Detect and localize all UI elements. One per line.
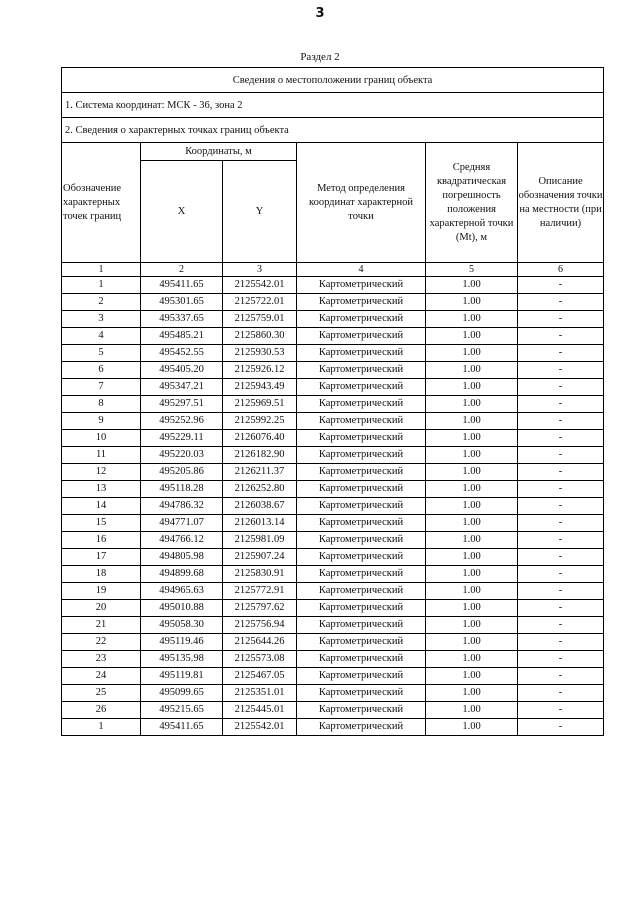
point-number: 22 <box>62 634 141 651</box>
description-cell: - <box>518 549 604 566</box>
method-cell: Картометрический <box>297 294 426 311</box>
error-cell: 1.00 <box>426 294 518 311</box>
y-coordinate: 2126076.40 <box>223 430 297 447</box>
error-cell: 1.00 <box>426 685 518 702</box>
y-coordinate: 2125542.01 <box>223 277 297 294</box>
header-coordinates: Координаты, м <box>141 143 297 161</box>
point-number: 6 <box>62 362 141 379</box>
header-method: Метод определения координат характерной точки <box>297 143 426 263</box>
table-row <box>62 396 604 413</box>
x-coordinate: 495215.65 <box>141 702 223 719</box>
method-cell: Картометрический <box>297 566 426 583</box>
description-cell: - <box>518 481 604 498</box>
y-coordinate: 2125981.09 <box>223 532 297 549</box>
table-row <box>62 719 604 736</box>
point-number: 14 <box>62 498 141 515</box>
table-row <box>62 685 604 702</box>
x-coordinate: 494965.63 <box>141 583 223 600</box>
y-coordinate: 2125722.01 <box>223 294 297 311</box>
y-coordinate: 2125930.53 <box>223 345 297 362</box>
description-cell: - <box>518 634 604 651</box>
x-coordinate: 495347.21 <box>141 379 223 396</box>
error-cell: 1.00 <box>426 379 518 396</box>
description-cell: - <box>518 532 604 549</box>
point-number: 21 <box>62 617 141 634</box>
error-cell: 1.00 <box>426 549 518 566</box>
description-cell: - <box>518 447 604 464</box>
table-row <box>62 379 604 396</box>
point-number: 16 <box>62 532 141 549</box>
description-cell: - <box>518 583 604 600</box>
description-cell: - <box>518 702 604 719</box>
description-cell: - <box>518 617 604 634</box>
y-coordinate: 2125542.01 <box>223 719 297 736</box>
error-cell: 1.00 <box>426 328 518 345</box>
x-coordinate: 495485.21 <box>141 328 223 345</box>
error-cell: 1.00 <box>426 498 518 515</box>
error-cell: 1.00 <box>426 668 518 685</box>
table-row <box>62 566 604 583</box>
column-number: 6 <box>518 263 604 277</box>
description-cell: - <box>518 515 604 532</box>
description-cell: - <box>518 328 604 345</box>
point-number: 26 <box>62 702 141 719</box>
y-coordinate: 2125860.30 <box>223 328 297 345</box>
points-heading: 2. Сведения о характерных точках границ объекта <box>62 118 604 143</box>
y-coordinate: 2126013.14 <box>223 515 297 532</box>
point-number: 19 <box>62 583 141 600</box>
point-number: 2 <box>62 294 141 311</box>
x-coordinate: 495229.11 <box>141 430 223 447</box>
point-number: 5 <box>62 345 141 362</box>
point-number: 10 <box>62 430 141 447</box>
description-cell: - <box>518 651 604 668</box>
y-coordinate: 2125445.01 <box>223 702 297 719</box>
point-number: 24 <box>62 668 141 685</box>
y-coordinate: 2125756.94 <box>223 617 297 634</box>
description-cell: - <box>518 345 604 362</box>
description-cell: - <box>518 379 604 396</box>
x-coordinate: 495119.81 <box>141 668 223 685</box>
table-row <box>62 362 604 379</box>
point-number: 17 <box>62 549 141 566</box>
description-cell: - <box>518 600 604 617</box>
x-coordinate: 494786.32 <box>141 498 223 515</box>
table-row <box>62 532 604 549</box>
point-number: 18 <box>62 566 141 583</box>
table-row <box>62 413 604 430</box>
point-number: 7 <box>62 379 141 396</box>
y-coordinate: 2125943.49 <box>223 379 297 396</box>
method-cell: Картометрический <box>297 515 426 532</box>
table-title: Сведения о местоположении границ объекта <box>62 68 604 93</box>
error-cell: 1.00 <box>426 600 518 617</box>
y-coordinate: 2125969.51 <box>223 396 297 413</box>
x-coordinate: 495205.86 <box>141 464 223 481</box>
table-row <box>62 294 604 311</box>
column-number: 4 <box>297 263 426 277</box>
x-coordinate: 495405.20 <box>141 362 223 379</box>
error-cell: 1.00 <box>426 617 518 634</box>
description-cell: - <box>518 566 604 583</box>
description-cell: - <box>518 668 604 685</box>
method-cell: Картометрический <box>297 396 426 413</box>
point-number: 8 <box>62 396 141 413</box>
method-cell: Картометрический <box>297 379 426 396</box>
error-cell: 1.00 <box>426 719 518 736</box>
method-cell: Картометрический <box>297 668 426 685</box>
point-number: 4 <box>62 328 141 345</box>
table-row <box>62 328 604 345</box>
error-cell: 1.00 <box>426 702 518 719</box>
column-number: 2 <box>141 263 223 277</box>
table-row <box>62 549 604 566</box>
description-cell: - <box>518 464 604 481</box>
method-cell: Картометрический <box>297 719 426 736</box>
header-description: Описание обозначения точки на местности (при наличии) <box>518 143 604 263</box>
header-x: X <box>141 161 223 263</box>
description-cell: - <box>518 498 604 515</box>
method-cell: Картометрический <box>297 583 426 600</box>
point-number: 1 <box>62 719 141 736</box>
error-cell: 1.00 <box>426 396 518 413</box>
table-row <box>62 617 604 634</box>
error-cell: 1.00 <box>426 447 518 464</box>
description-cell: - <box>518 294 604 311</box>
y-coordinate: 2126038.67 <box>223 498 297 515</box>
y-coordinate: 2125644.26 <box>223 634 297 651</box>
method-cell: Картометрический <box>297 549 426 566</box>
column-number: 1 <box>62 263 141 277</box>
page-number: 3 <box>315 6 325 21</box>
table-row <box>62 481 604 498</box>
header-y: Y <box>223 161 297 263</box>
error-cell: 1.00 <box>426 583 518 600</box>
point-number: 11 <box>62 447 141 464</box>
x-coordinate: 495411.65 <box>141 277 223 294</box>
error-cell: 1.00 <box>426 362 518 379</box>
table-row <box>62 702 604 719</box>
y-coordinate: 2125759.01 <box>223 311 297 328</box>
x-coordinate: 495337.65 <box>141 311 223 328</box>
point-number: 15 <box>62 515 141 532</box>
method-cell: Картометрический <box>297 685 426 702</box>
x-coordinate: 494771.07 <box>141 515 223 532</box>
x-coordinate: 495010.88 <box>141 600 223 617</box>
x-coordinate: 495119.46 <box>141 634 223 651</box>
method-cell: Картометрический <box>297 600 426 617</box>
x-coordinate: 494899.68 <box>141 566 223 583</box>
table-row <box>62 600 604 617</box>
table-row <box>62 634 604 651</box>
error-cell: 1.00 <box>426 651 518 668</box>
y-coordinate: 2125992.25 <box>223 413 297 430</box>
x-coordinate: 495118.28 <box>141 481 223 498</box>
x-coordinate: 495452.55 <box>141 345 223 362</box>
coordinate-system: 1. Система координат: МСК - 36, зона 2 <box>62 93 604 118</box>
method-cell: Картометрический <box>297 311 426 328</box>
column-number: 3 <box>223 263 297 277</box>
method-cell: Картометрический <box>297 651 426 668</box>
point-number: 1 <box>62 277 141 294</box>
table-row <box>62 651 604 668</box>
y-coordinate: 2125573.08 <box>223 651 297 668</box>
y-coordinate: 2126211.37 <box>223 464 297 481</box>
y-coordinate: 2125772.91 <box>223 583 297 600</box>
y-coordinate: 2125351.01 <box>223 685 297 702</box>
boundary-points-table <box>61 67 604 736</box>
table-row <box>62 515 604 532</box>
method-cell: Картометрический <box>297 345 426 362</box>
x-coordinate: 495099.65 <box>141 685 223 702</box>
method-cell: Картометрический <box>297 532 426 549</box>
table-row <box>62 464 604 481</box>
table-row <box>62 447 604 464</box>
header-point-designation: Обозначение характерных точек границ <box>62 143 141 263</box>
y-coordinate: 2125797.62 <box>223 600 297 617</box>
x-coordinate: 495411.65 <box>141 719 223 736</box>
point-number: 13 <box>62 481 141 498</box>
error-cell: 1.00 <box>426 464 518 481</box>
x-coordinate: 494805.98 <box>141 549 223 566</box>
y-coordinate: 2126182.90 <box>223 447 297 464</box>
error-cell: 1.00 <box>426 277 518 294</box>
table-row <box>62 668 604 685</box>
x-coordinate: 495297.51 <box>141 396 223 413</box>
error-cell: 1.00 <box>426 413 518 430</box>
method-cell: Картометрический <box>297 634 426 651</box>
method-cell: Картометрический <box>297 413 426 430</box>
table-row <box>62 583 604 600</box>
error-cell: 1.00 <box>426 532 518 549</box>
error-cell: 1.00 <box>426 345 518 362</box>
table-row <box>62 430 604 447</box>
method-cell: Картометрический <box>297 464 426 481</box>
description-cell: - <box>518 685 604 702</box>
y-coordinate: 2125926.12 <box>223 362 297 379</box>
x-coordinate: 495301.65 <box>141 294 223 311</box>
y-coordinate: 2125907.24 <box>223 549 297 566</box>
method-cell: Картометрический <box>297 498 426 515</box>
method-cell: Картометрический <box>297 481 426 498</box>
table-row <box>62 345 604 362</box>
section-title: Раздел 2 <box>300 51 340 63</box>
y-coordinate: 2125467.05 <box>223 668 297 685</box>
x-coordinate: 494766.12 <box>141 532 223 549</box>
method-cell: Картометрический <box>297 430 426 447</box>
method-cell: Картометрический <box>297 362 426 379</box>
description-cell: - <box>518 413 604 430</box>
x-coordinate: 495058.30 <box>141 617 223 634</box>
method-cell: Картометрический <box>297 277 426 294</box>
description-cell: - <box>518 430 604 447</box>
point-number: 25 <box>62 685 141 702</box>
point-number: 9 <box>62 413 141 430</box>
point-number: 23 <box>62 651 141 668</box>
y-coordinate: 2125830.91 <box>223 566 297 583</box>
point-number: 20 <box>62 600 141 617</box>
x-coordinate: 495220.03 <box>141 447 223 464</box>
error-cell: 1.00 <box>426 515 518 532</box>
column-number: 5 <box>426 263 518 277</box>
method-cell: Картометрический <box>297 702 426 719</box>
table-row <box>62 498 604 515</box>
header-error: Средняя квадратическая погрешность положения характерной точки (Mt), м <box>426 143 518 263</box>
table-row <box>62 277 604 294</box>
error-cell: 1.00 <box>426 566 518 583</box>
y-coordinate: 2126252.80 <box>223 481 297 498</box>
description-cell: - <box>518 719 604 736</box>
table-body <box>62 277 604 736</box>
description-cell: - <box>518 396 604 413</box>
x-coordinate: 495252.96 <box>141 413 223 430</box>
error-cell: 1.00 <box>426 430 518 447</box>
point-number: 3 <box>62 311 141 328</box>
x-coordinate: 495135.98 <box>141 651 223 668</box>
error-cell: 1.00 <box>426 311 518 328</box>
table-row <box>62 311 604 328</box>
error-cell: 1.00 <box>426 634 518 651</box>
description-cell: - <box>518 311 604 328</box>
error-cell: 1.00 <box>426 481 518 498</box>
description-cell: - <box>518 277 604 294</box>
description-cell: - <box>518 362 604 379</box>
method-cell: Картометрический <box>297 617 426 634</box>
point-number: 12 <box>62 464 141 481</box>
method-cell: Картометрический <box>297 447 426 464</box>
method-cell: Картометрический <box>297 328 426 345</box>
